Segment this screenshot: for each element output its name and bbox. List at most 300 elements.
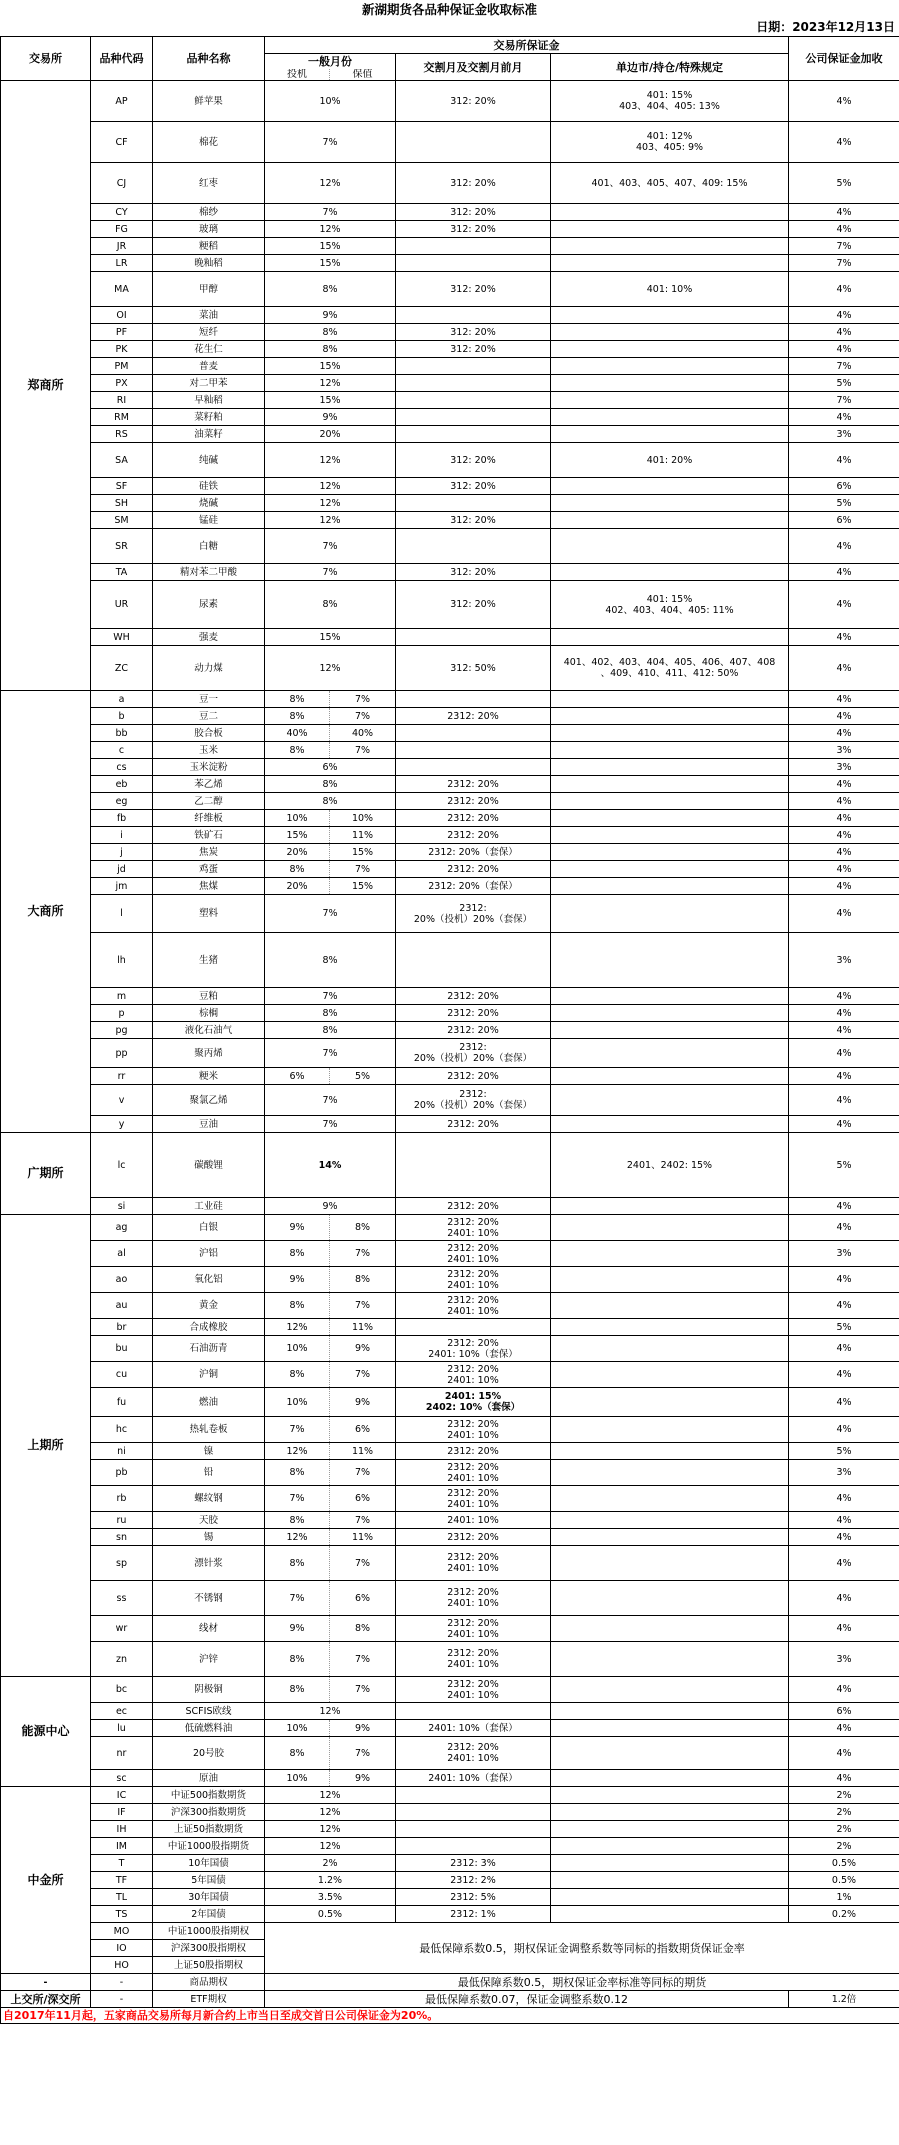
product-name: 上证50指数期货 [153, 1821, 265, 1838]
company-add: 7% [789, 255, 899, 272]
hedge-margin: 11% [330, 1319, 396, 1336]
general-margin: 15% [265, 255, 396, 272]
product-name: 中证1000股指期货 [153, 1838, 265, 1855]
general-margin: 3.5% [265, 1889, 396, 1906]
product-code: eb [91, 776, 153, 793]
spec-margin: 9% [265, 1267, 330, 1293]
product-code: j [91, 844, 153, 861]
product-code: PM [91, 358, 153, 375]
delivery-margin [396, 529, 551, 564]
spec-margin: 10% [265, 1388, 330, 1417]
company-add: 5% [789, 1443, 899, 1460]
product-name: 白银 [153, 1215, 265, 1241]
unilateral-rule [551, 1616, 789, 1642]
general-margin: 7% [265, 204, 396, 221]
general-margin: 12% [265, 1838, 396, 1855]
product-name: 豆二 [153, 708, 265, 725]
general-margin: 12% [265, 221, 396, 238]
delivery-margin: 2312: 20%（套保） [396, 844, 551, 861]
company-add: 4% [789, 861, 899, 878]
product-code: nr [91, 1737, 153, 1770]
unilateral-rule: 401: 20% [551, 443, 789, 478]
unilateral-rule [551, 1215, 789, 1241]
delivery-margin: 2401: 10% [396, 1512, 551, 1529]
unilateral-rule: 401、403、405、407、409: 15% [551, 163, 789, 204]
delivery-margin: 2401: 10%（套保） [396, 1770, 551, 1787]
company-add: 4% [789, 1770, 899, 1787]
general-margin: 12% [265, 1804, 396, 1821]
table-row [1, 358, 899, 375]
delivery-margin: 312: 20% [396, 564, 551, 581]
product-code: - [91, 1974, 153, 1991]
company-add: 5% [789, 1133, 899, 1198]
unilateral-rule: 401: 15% 403、404、405: 13% [551, 81, 789, 122]
product-name: 晚籼稻 [153, 255, 265, 272]
product-name: 纯碱 [153, 443, 265, 478]
table-row [1, 1022, 899, 1039]
product-code: TS [91, 1906, 153, 1923]
table-row [1, 1085, 899, 1116]
table-row [1, 691, 899, 708]
product-code: rr [91, 1068, 153, 1085]
product-code: PX [91, 375, 153, 392]
product-name: 阴极铜 [153, 1677, 265, 1703]
company-add: 4% [789, 895, 899, 933]
table-row [1, 122, 899, 163]
hedge-margin: 7% [330, 1241, 396, 1267]
sheet-date: 日期：2023年12月13日 [756, 20, 895, 34]
table-row [1, 1486, 899, 1512]
unilateral-rule [551, 529, 789, 564]
unilateral-rule [551, 933, 789, 988]
product-name: 纤维板 [153, 810, 265, 827]
spec-margin: 8% [265, 1293, 330, 1319]
delivery-margin: 312: 20% [396, 341, 551, 358]
unilateral-rule [551, 238, 789, 255]
product-code: TL [91, 1889, 153, 1906]
hedge-margin: 15% [330, 878, 396, 895]
header-delivery: 交割月及交割月前月 [396, 54, 551, 81]
product-code: pb [91, 1460, 153, 1486]
company-add: 7% [789, 238, 899, 255]
table-row [1, 1787, 899, 1804]
unilateral-rule [551, 1787, 789, 1804]
product-code: m [91, 988, 153, 1005]
general-margin: 9% [265, 1198, 396, 1215]
product-name: 螺纹钢 [153, 1486, 265, 1512]
general-margin: 7% [265, 895, 396, 933]
product-name: 不锈钢 [153, 1581, 265, 1616]
unilateral-rule [551, 512, 789, 529]
unilateral-rule: 2401、2402: 15% [551, 1133, 789, 1198]
product-name: 白糖 [153, 529, 265, 564]
hedge-margin: 5% [330, 1068, 396, 1085]
product-name: 铁矿石 [153, 827, 265, 844]
company-add: 4% [789, 307, 899, 324]
company-add: 0.5% [789, 1855, 899, 1872]
product-name: 苯乙烯 [153, 776, 265, 793]
exchange-name: 上交所/深交所 [1, 1991, 91, 2008]
product-code: TA [91, 564, 153, 581]
company-add: 4% [789, 272, 899, 307]
table-row [1, 742, 899, 759]
product-name: 上证50股指期权 [153, 1957, 265, 1974]
product-name: 聚氯乙烯 [153, 1085, 265, 1116]
margin-table-body [1, 37, 899, 2024]
company-add: 4% [789, 1529, 899, 1546]
product-name: 粳稻 [153, 238, 265, 255]
spec-margin: 8% [265, 1677, 330, 1703]
table-row [1, 1720, 899, 1737]
product-name: 商品期权 [153, 1974, 265, 1991]
product-code: JR [91, 238, 153, 255]
hedge-margin: 15% [330, 844, 396, 861]
product-code: au [91, 1293, 153, 1319]
delivery-margin [396, 358, 551, 375]
product-name: 豆油 [153, 1116, 265, 1133]
company-add: 4% [789, 1616, 899, 1642]
product-name: 20号胶 [153, 1737, 265, 1770]
unilateral-rule [551, 341, 789, 358]
hedge-margin: 11% [330, 1443, 396, 1460]
table-row [1, 375, 899, 392]
general-margin: 15% [265, 238, 396, 255]
spec-margin: 10% [265, 810, 330, 827]
product-code: lh [91, 933, 153, 988]
company-add: 5% [789, 1319, 899, 1336]
delivery-margin: 2312: 20% [396, 827, 551, 844]
product-code: RM [91, 409, 153, 426]
product-code: ru [91, 1512, 153, 1529]
company-add: 4% [789, 708, 899, 725]
product-name: 普麦 [153, 358, 265, 375]
delivery-margin [396, 1838, 551, 1855]
table-row [1, 1677, 899, 1703]
company-add: 4% [789, 1068, 899, 1085]
commodity-options-row [1, 1974, 899, 1991]
delivery-margin [396, 122, 551, 163]
product-code: ni [91, 1443, 153, 1460]
company-add: 4% [789, 1022, 899, 1039]
unilateral-rule [551, 1241, 789, 1267]
hedge-margin: 7% [330, 1460, 396, 1486]
general-margin: 8% [265, 776, 396, 793]
delivery-margin [396, 307, 551, 324]
product-code: lc [91, 1133, 153, 1198]
company-add: 4% [789, 1362, 899, 1388]
delivery-margin: 2312: 20% 2401: 10% [396, 1460, 551, 1486]
product-code: CF [91, 122, 153, 163]
delivery-margin [396, 1787, 551, 1804]
company-add: 3% [789, 1642, 899, 1677]
product-code: al [91, 1241, 153, 1267]
unilateral-rule [551, 827, 789, 844]
company-add: 4% [789, 1486, 899, 1512]
product-name: 生猪 [153, 933, 265, 988]
unilateral-rule [551, 1512, 789, 1529]
product-code: ag [91, 1215, 153, 1241]
delivery-margin: 2312: 20% 2401: 10% [396, 1546, 551, 1581]
spec-margin: 20% [265, 878, 330, 895]
product-code: TF [91, 1872, 153, 1889]
header-general-month: 一般月份 [265, 54, 396, 69]
product-code: zn [91, 1642, 153, 1677]
table-row [1, 341, 899, 358]
product-code: ec [91, 1703, 153, 1720]
product-code: pp [91, 1039, 153, 1068]
delivery-margin: 312: 20% [396, 163, 551, 204]
spec-margin: 8% [265, 742, 330, 759]
hedge-margin: 7% [330, 861, 396, 878]
table-row [1, 1005, 899, 1022]
hedge-margin: 9% [330, 1770, 396, 1787]
company-add: 4% [789, 793, 899, 810]
unilateral-rule [551, 375, 789, 392]
spec-margin: 10% [265, 1720, 330, 1737]
product-name: 焦煤 [153, 878, 265, 895]
product-name: 菜籽粕 [153, 409, 265, 426]
product-name: 黄金 [153, 1293, 265, 1319]
general-margin: 12% [265, 495, 396, 512]
unilateral-rule [551, 1417, 789, 1443]
delivery-margin: 2312: 20%（投机）20%（套保） [396, 1039, 551, 1068]
product-code: MA [91, 272, 153, 307]
company-add: 4% [789, 776, 899, 793]
spec-margin: 8% [265, 691, 330, 708]
product-name: 烧碱 [153, 495, 265, 512]
company-add: 4% [789, 409, 899, 426]
product-code: AP [91, 81, 153, 122]
delivery-margin [396, 1319, 551, 1336]
company-add: 4% [789, 988, 899, 1005]
spec-margin: 8% [265, 861, 330, 878]
company-add: 4% [789, 221, 899, 238]
unilateral-rule [551, 1039, 789, 1068]
general-margin: 8% [265, 324, 396, 341]
delivery-margin [396, 238, 551, 255]
unilateral-rule [551, 759, 789, 776]
general-margin: 12% [265, 1787, 396, 1804]
unilateral-rule [551, 1642, 789, 1677]
product-code: ss [91, 1581, 153, 1616]
product-code: IC [91, 1787, 153, 1804]
company-add: 4% [789, 1085, 899, 1116]
delivery-margin [396, 1804, 551, 1821]
company-add: 3% [789, 742, 899, 759]
general-margin: 6% [265, 759, 396, 776]
unilateral-rule [551, 495, 789, 512]
delivery-margin: 2312: 20% 2401: 10% [396, 1737, 551, 1770]
product-name: 豆一 [153, 691, 265, 708]
company-add: 4% [789, 1336, 899, 1362]
delivery-margin: 2312: 20% 2401: 10% [396, 1581, 551, 1616]
company-add: 0.5% [789, 1872, 899, 1889]
product-name: ETF期权 [153, 1991, 265, 2008]
exchange-name: 大商所 [1, 691, 91, 1133]
table-row [1, 895, 899, 933]
spec-margin: 15% [265, 827, 330, 844]
hedge-margin: 7% [330, 1546, 396, 1581]
spec-margin: 8% [265, 1512, 330, 1529]
delivery-margin: 2312: 20% [396, 776, 551, 793]
unilateral-rule [551, 776, 789, 793]
unilateral-rule [551, 1068, 789, 1085]
company-add: 3% [789, 426, 899, 443]
table-row [1, 1581, 899, 1616]
product-name: 沪铜 [153, 1362, 265, 1388]
unilateral-rule [551, 392, 789, 409]
hedge-margin: 7% [330, 708, 396, 725]
unilateral-rule [551, 1005, 789, 1022]
delivery-margin: 2312: 5% [396, 1889, 551, 1906]
unilateral-rule [551, 221, 789, 238]
product-name: 玻璃 [153, 221, 265, 238]
unilateral-rule [551, 358, 789, 375]
hedge-margin: 6% [330, 1486, 396, 1512]
product-code: i [91, 827, 153, 844]
unilateral-rule [551, 1486, 789, 1512]
general-margin: 7% [265, 988, 396, 1005]
product-name: 低硫燃料油 [153, 1720, 265, 1737]
delivery-margin: 312: 20% [396, 478, 551, 495]
table-row [1, 1512, 899, 1529]
product-name: 镍 [153, 1443, 265, 1460]
product-code: CJ [91, 163, 153, 204]
table-row [1, 1068, 899, 1085]
delivery-margin: 2401: 10%（套保） [396, 1720, 551, 1737]
general-margin: 7% [265, 529, 396, 564]
company-add: 4% [789, 1293, 899, 1319]
company-add: 4% [789, 1546, 899, 1581]
unilateral-rule [551, 409, 789, 426]
delivery-margin: 2312: 3% [396, 1855, 551, 1872]
product-code: hc [91, 1417, 153, 1443]
delivery-margin [396, 1133, 551, 1198]
company-add: 4% [789, 581, 899, 629]
table-row [1, 324, 899, 341]
table-row [1, 646, 899, 691]
general-margin: 12% [265, 646, 396, 691]
unilateral-rule [551, 1022, 789, 1039]
table-row [1, 933, 899, 988]
product-name: 铅 [153, 1460, 265, 1486]
product-name: SCFIS欧线 [153, 1703, 265, 1720]
table-row [1, 878, 899, 895]
delivery-margin: 2312: 20% [396, 708, 551, 725]
company-add: 5% [789, 163, 899, 204]
product-code: c [91, 742, 153, 759]
product-code: sc [91, 1770, 153, 1787]
delivery-margin: 312: 20% [396, 512, 551, 529]
product-name: 塑料 [153, 895, 265, 933]
product-code: bc [91, 1677, 153, 1703]
hedge-margin: 7% [330, 1293, 396, 1319]
product-name: 菜油 [153, 307, 265, 324]
unilateral-rule [551, 1085, 789, 1116]
product-name: 玉米 [153, 742, 265, 759]
company-add: 4% [789, 324, 899, 341]
table-row [1, 1133, 899, 1198]
company-add: 4% [789, 564, 899, 581]
spec-margin: 8% [265, 1460, 330, 1486]
table-row [1, 1116, 899, 1133]
company-add: 4% [789, 1198, 899, 1215]
delivery-margin: 2312: 20% 2401: 10% [396, 1293, 551, 1319]
product-name: 油菜籽 [153, 426, 265, 443]
product-code: cs [91, 759, 153, 776]
product-name: 动力煤 [153, 646, 265, 691]
spec-margin: 9% [265, 1616, 330, 1642]
table-row [1, 1198, 899, 1215]
delivery-margin [396, 375, 551, 392]
delivery-margin: 312: 20% [396, 324, 551, 341]
spec-margin: 7% [265, 1581, 330, 1616]
product-name: 合成橡胶 [153, 1319, 265, 1336]
company-add: 4% [789, 81, 899, 122]
delivery-margin: 312: 20% [396, 443, 551, 478]
delivery-margin [396, 1703, 551, 1720]
unilateral-rule [551, 307, 789, 324]
delivery-margin [396, 759, 551, 776]
header-exchange: 交易所 [1, 37, 91, 81]
hedge-margin: 7% [330, 1737, 396, 1770]
product-code: SF [91, 478, 153, 495]
etf-options-row [1, 1991, 899, 2008]
hedge-margin: 7% [330, 1512, 396, 1529]
unilateral-rule [551, 1720, 789, 1737]
product-name: 中证1000股指期权 [153, 1923, 265, 1940]
unilateral-rule: 401: 10% [551, 272, 789, 307]
table-row [1, 827, 899, 844]
header-unilateral: 单边市/持仓/特殊规定 [551, 54, 789, 81]
delivery-margin: 2312: 20% [396, 1068, 551, 1085]
product-name: 甲醇 [153, 272, 265, 307]
product-name: 焦炭 [153, 844, 265, 861]
delivery-margin: 2312: 20% [396, 793, 551, 810]
product-code: p [91, 1005, 153, 1022]
product-name: 中证500指数期货 [153, 1787, 265, 1804]
table-row [1, 725, 899, 742]
delivery-margin: 2312: 20% [396, 1022, 551, 1039]
product-code: sp [91, 1546, 153, 1581]
general-margin: 10% [265, 81, 396, 122]
table-row [1, 1362, 899, 1388]
product-code: fb [91, 810, 153, 827]
table-row [1, 793, 899, 810]
company-add: 4% [789, 1388, 899, 1417]
header-hedge: 保值 [330, 69, 396, 81]
product-code: SM [91, 512, 153, 529]
spec-margin: 8% [265, 1241, 330, 1267]
table-row [1, 629, 899, 646]
unilateral-rule [551, 742, 789, 759]
table-row [1, 1737, 899, 1770]
spec-margin: 8% [265, 1362, 330, 1388]
company-add: 4% [789, 1677, 899, 1703]
general-margin: 7% [265, 1085, 396, 1116]
company-add: 4% [789, 629, 899, 646]
product-name: 热轧卷板 [153, 1417, 265, 1443]
product-code: SH [91, 495, 153, 512]
spec-margin: 7% [265, 1486, 330, 1512]
product-name: 精对苯二甲酸 [153, 564, 265, 581]
company-add: 7% [789, 392, 899, 409]
hedge-margin: 7% [330, 1362, 396, 1388]
product-code: y [91, 1116, 153, 1133]
unilateral-rule [551, 725, 789, 742]
company-add: 4% [789, 1267, 899, 1293]
company-add: 4% [789, 1039, 899, 1068]
